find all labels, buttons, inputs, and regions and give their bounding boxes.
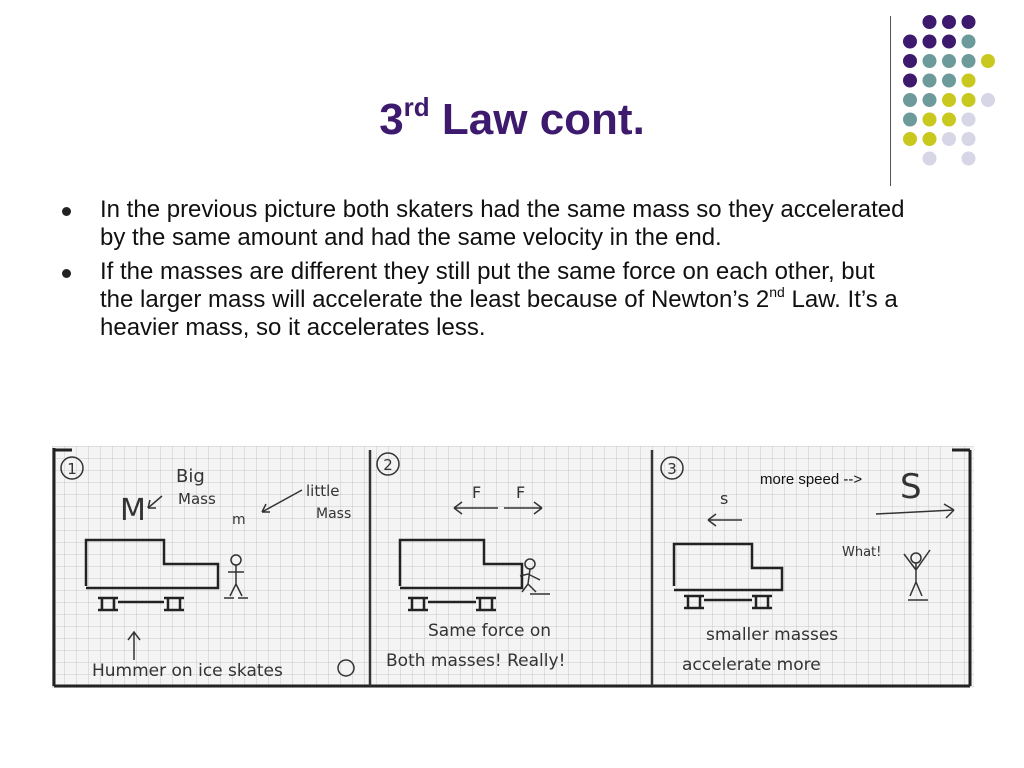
big-speed-label: S <box>900 467 922 507</box>
panel-number: 3 <box>667 460 677 478</box>
decorative-dot <box>942 54 956 68</box>
sketch-illustration <box>52 446 974 688</box>
force-label-right: F <box>516 483 526 502</box>
title-number: 3 <box>379 95 404 144</box>
bullet-item <box>62 196 912 252</box>
decorative-dot <box>962 152 976 166</box>
big-mass-label: M <box>120 493 146 528</box>
bullet-superscript: nd <box>769 284 785 300</box>
decorative-dot <box>962 15 976 29</box>
decorative-dot <box>903 35 917 49</box>
force-label-left: F <box>472 483 482 502</box>
decorative-dot <box>981 54 995 68</box>
bullet-text: If the masses are different they still put the same force on each other, but the larger mass will accelerate the least because of Newton’s 2 <box>100 258 875 313</box>
decorative-dot <box>923 74 937 88</box>
slide-title <box>0 92 1024 148</box>
bullet-dot <box>62 269 71 278</box>
mass-label: Mass <box>178 490 216 508</box>
decorative-dot <box>903 54 917 68</box>
panel-number: 1 <box>67 460 77 478</box>
panel-number: 2 <box>383 456 393 474</box>
small-mass-label: m <box>232 512 246 528</box>
bullet-text-continued: Law. It’s a heavier mass, so it accelerates less. <box>100 286 898 341</box>
panel-2-caption-line-2: Both masses! Really! <box>386 651 566 671</box>
decorative-dot <box>923 15 937 29</box>
panel-1-caption: Hummer on ice skates <box>92 661 283 681</box>
panel-3-caption-line-1: smaller masses <box>706 625 839 645</box>
decorative-dot <box>903 74 917 88</box>
title-text: Law cont. <box>429 95 645 144</box>
bullet-item <box>62 258 912 342</box>
decorative-dot <box>942 35 956 49</box>
small-speed-label: s <box>720 489 729 508</box>
what-exclamation: What! <box>842 545 882 560</box>
decorative-dot <box>942 74 956 88</box>
decorative-dot <box>942 15 956 29</box>
big-label: Big <box>176 466 205 487</box>
little-mass-label: Mass <box>316 506 352 522</box>
decorative-dot <box>923 152 937 166</box>
bullet-dot <box>62 207 71 216</box>
decorative-dot <box>923 54 937 68</box>
panel-2-caption-line-1: Same force on <box>428 621 552 641</box>
decorative-dot <box>962 54 976 68</box>
decorative-dot <box>923 35 937 49</box>
bullet-list <box>62 196 912 348</box>
more-speed-label: more speed --> <box>760 471 863 488</box>
little-label: little <box>306 482 340 500</box>
decorative-dot <box>962 74 976 88</box>
panel-3-caption-line-2: accelerate more <box>682 655 821 675</box>
title-superscript: rd <box>403 92 430 122</box>
decorative-dot <box>962 35 976 49</box>
bullet-text: In the previous picture both skaters had the same mass so they accelerated by the same amount and had the same velocity in the end. <box>100 196 905 251</box>
